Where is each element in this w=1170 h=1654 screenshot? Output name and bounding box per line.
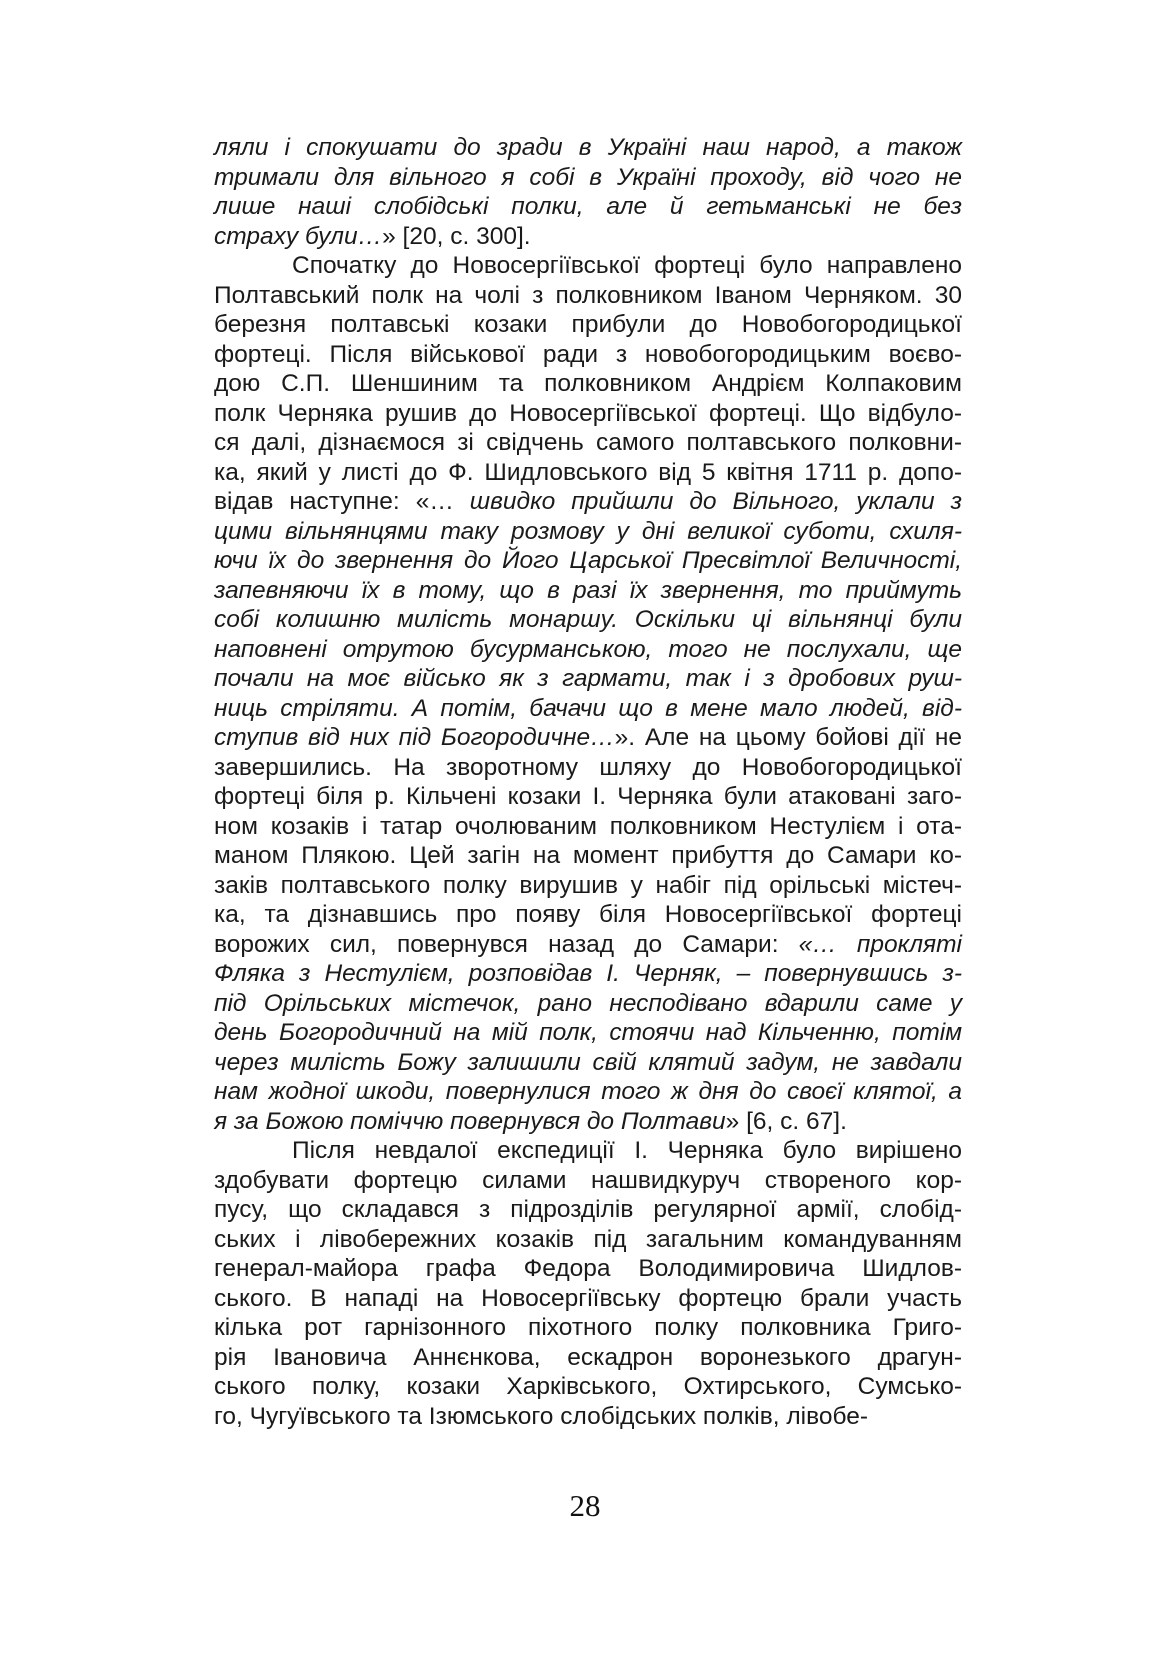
text-line bbox=[214, 812, 962, 842]
text-segment: дою С.П. Шеншиним та полковником Андрієм Колпаковим bbox=[214, 370, 962, 397]
text-segment: ка, та дізнавшись про появу біля Новосергіївської фортеці bbox=[214, 901, 962, 928]
text-line bbox=[214, 428, 962, 458]
italic-segment: тримали для вільного я собі в Україні проходу, від чого не bbox=[214, 163, 962, 191]
text-line bbox=[214, 1048, 962, 1078]
text-line bbox=[214, 989, 962, 1019]
paragraph-2 bbox=[214, 1136, 962, 1431]
text-segment: генерал-майора графа Федора Володимировича Шидлов- bbox=[214, 1255, 962, 1282]
text-line bbox=[214, 635, 962, 665]
text-line bbox=[214, 546, 962, 576]
italic-segment: через милість Божу залишили свій клятий задум, не завдали bbox=[214, 1048, 962, 1076]
text-segment: ворожих сил, повернувся назад до Самари: bbox=[214, 930, 799, 958]
text-segment: ся далі, дізнаємося зі свідчень самого полтавського полковни- bbox=[214, 429, 962, 456]
text-line bbox=[214, 163, 962, 193]
italic-segment: ниць стріляти. А потім, бачачи що в мене мало людей, від- bbox=[214, 694, 962, 722]
text-line bbox=[214, 576, 962, 606]
italic-segment: запевняючи їх в тому, що в разі їх звернення, то приймуть bbox=[214, 576, 962, 604]
text-line bbox=[214, 664, 962, 694]
italic-segment: страху були… bbox=[214, 222, 383, 250]
text-segment: ського полку, козаки Харківського, Охтирського, Сумсько- bbox=[214, 1373, 962, 1400]
text-segment: ського. В нападі на Новосергіївську фортецю брали участь bbox=[214, 1284, 962, 1312]
italic-segment: лише наші слобідські полки, але й гетьманські не без bbox=[214, 193, 962, 220]
text-line bbox=[214, 1077, 962, 1107]
text-segment: кілька рот гарнізонного піхотного полку полковника Григо- bbox=[214, 1314, 962, 1341]
text-line bbox=[214, 1372, 962, 1402]
text-line bbox=[214, 281, 962, 311]
text-segment: березня полтавські козаки прибули до Новобогородицької bbox=[214, 311, 962, 338]
italic-segment: почали на моє військо як з гармати, так і з дробових руш- bbox=[214, 665, 962, 692]
italic-segment: швидко прийшли до Вільного, уклали з bbox=[469, 488, 963, 515]
italic-segment: під Орільських містечок, рано несподівано вдарили саме у bbox=[214, 989, 962, 1017]
text-line bbox=[214, 1402, 962, 1432]
text-segment: ка, який у листі до Ф. Шидловського від 5 квітня 1711 р. допо- bbox=[214, 458, 962, 486]
text-segment: рія Івановича Аннєнкова, ескадрон воронезького драгун- bbox=[214, 1343, 962, 1371]
text-segment: Спочатку до Новосергіївської фортеці було направлено bbox=[292, 252, 962, 279]
text-line bbox=[214, 517, 962, 547]
text-line bbox=[214, 251, 962, 281]
text-segment: маном Плякою. Цей загін на момент прибуття до Самари ко- bbox=[214, 842, 962, 869]
italic-segment: собі колишню милість монаршу. Оскільки ці вільнянці були bbox=[214, 606, 962, 633]
text-line bbox=[214, 310, 962, 340]
text-line bbox=[214, 900, 962, 930]
italic-segment: ступив від них під Богородичне… bbox=[214, 724, 615, 751]
text-segment: фортеці біля р. Кільчені козаки І. Черняка були атаковані заго- bbox=[214, 783, 962, 810]
text-line bbox=[214, 959, 962, 989]
page-text bbox=[214, 133, 962, 1431]
italic-segment: Фляка з Нестулієм, розповідав І. Черняк, – повернувшись з- bbox=[214, 960, 962, 987]
text-line bbox=[214, 605, 962, 635]
text-line bbox=[214, 369, 962, 399]
text-line bbox=[214, 1107, 962, 1137]
text-segment: Полтавський полк на чолі з полковником Іваном Черняком. 30 bbox=[214, 281, 962, 309]
page-number: 28 bbox=[569, 1488, 601, 1523]
text-segment: » [20, с. 300]. bbox=[382, 222, 531, 250]
italic-segment: «… прокляті bbox=[798, 930, 962, 958]
italic-segment: день Богородичний на мій полк, стоячи над Кільченню, потім bbox=[214, 1019, 962, 1046]
text-line bbox=[214, 1195, 962, 1225]
text-line bbox=[214, 458, 962, 488]
text-line bbox=[214, 1225, 962, 1255]
text-line bbox=[214, 1018, 962, 1048]
text-segment: фортеці. Після військової ради з новобогородицьким воєво- bbox=[214, 340, 962, 368]
text-line bbox=[214, 782, 962, 812]
text-segment: ських і лівобережних козаків під загальним командуванням bbox=[214, 1225, 962, 1253]
italic-segment: ляли і спокушати до зради в Україні наш народ, а також bbox=[214, 134, 962, 161]
text-segment: відав наступне: «… bbox=[214, 488, 470, 515]
text-line bbox=[214, 694, 962, 724]
text-line bbox=[214, 930, 962, 960]
text-segment: завершились. На зворотному шляху до Новобогородицької bbox=[214, 753, 962, 781]
text-line bbox=[214, 399, 962, 429]
italic-segment: цими вільнянцями таку розмову у дні великої суботи, схиля- bbox=[214, 517, 962, 545]
text-segment: пусу, що складався з підрозділів регулярної армії, слобід- bbox=[214, 1196, 962, 1223]
text-line bbox=[214, 133, 962, 163]
text-line bbox=[214, 340, 962, 370]
quote-paragraph bbox=[214, 133, 962, 251]
text-line bbox=[214, 487, 962, 517]
text-segment: полк Черняка рушив до Новосергіївської фортеці. Що відбуло- bbox=[214, 399, 962, 427]
text-segment: заків полтавського полку вирушив у набіг під орільські містеч- bbox=[214, 871, 962, 899]
text-line bbox=[214, 1313, 962, 1343]
text-line bbox=[214, 871, 962, 901]
text-segment: Після невдалої експедиції І. Черняка було вирішено bbox=[292, 1137, 962, 1164]
text-line bbox=[214, 1136, 962, 1166]
italic-segment: наповнені отрутою бусурманською, того не послухали, ще bbox=[214, 635, 962, 663]
text-line bbox=[214, 723, 962, 753]
italic-segment: нам жодної шкоди, повернулися того ж дня до своєї клятої, а bbox=[214, 1078, 962, 1105]
text-segment: ном козаків і татар очолюваним полковником Нестулієм і ота- bbox=[214, 812, 962, 840]
text-line bbox=[214, 841, 962, 871]
text-line bbox=[214, 753, 962, 783]
italic-segment: ючи їх до звернення до Його Царської Пресвітлої Величності, bbox=[214, 547, 962, 574]
text-segment: » [6, с. 67]. bbox=[725, 1107, 847, 1135]
italic-segment: я за Божою поміччю повернувся до Полтави bbox=[214, 1107, 726, 1135]
text-segment: здобувати фортецю силами нашвидкуруч створеного кор- bbox=[214, 1166, 962, 1194]
text-line bbox=[214, 1343, 962, 1373]
text-line bbox=[214, 1166, 962, 1196]
paragraph-1 bbox=[214, 251, 962, 1136]
text-segment: ». Але на цьому бойові дії не bbox=[614, 724, 962, 751]
text-segment: го, Чугуївського та Ізюмського слобідських полків, лівобе- bbox=[214, 1402, 869, 1430]
text-line bbox=[214, 1254, 962, 1284]
text-line bbox=[214, 1284, 962, 1314]
text-line bbox=[214, 222, 962, 252]
text-line bbox=[214, 192, 962, 222]
